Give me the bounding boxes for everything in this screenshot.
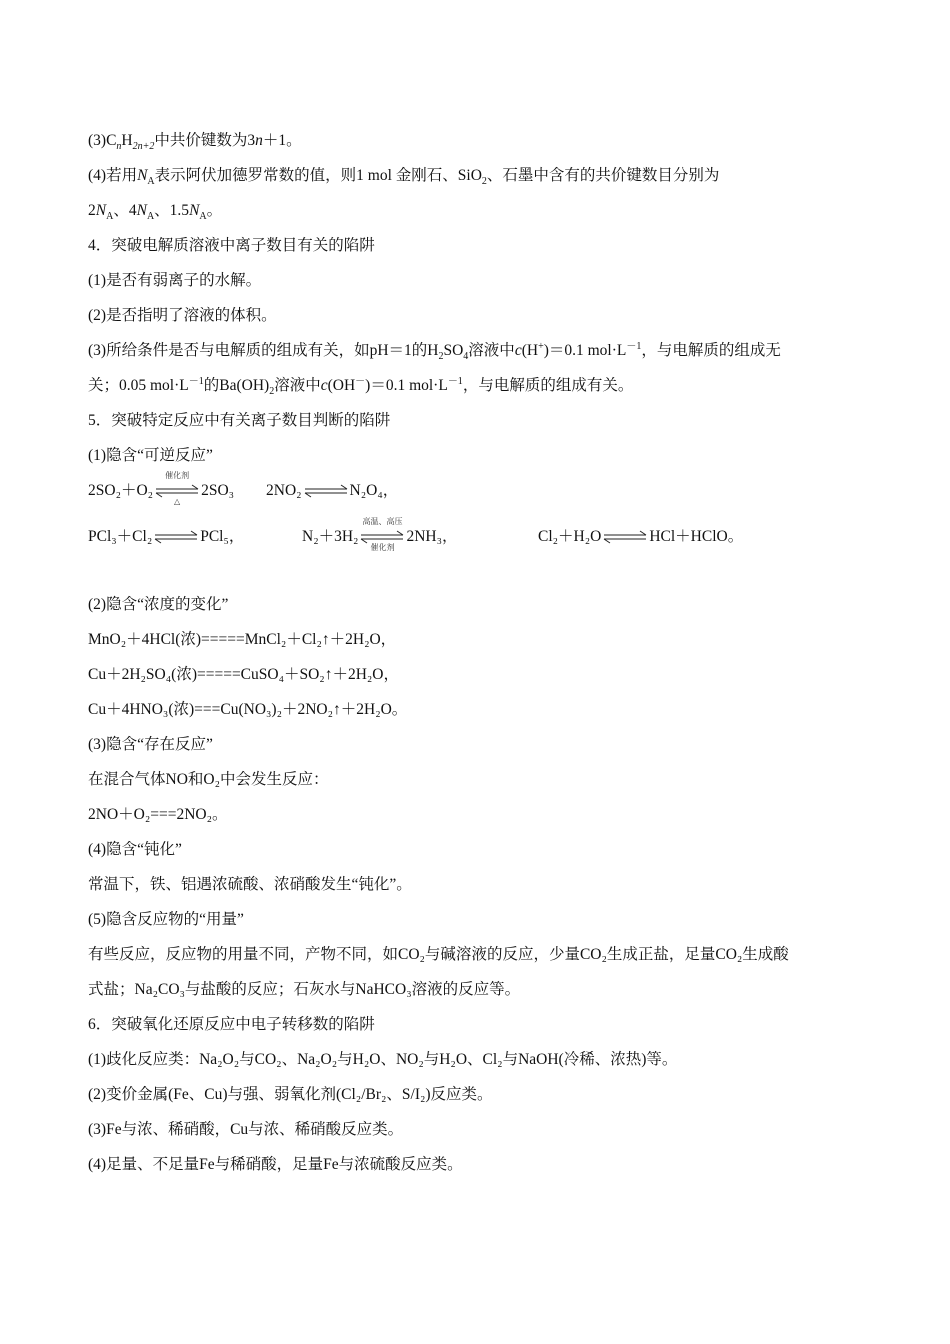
para-4-1: (1)是否有弱离子的水解。 <box>88 272 262 289</box>
para-4-2: (2)是否指明了溶液的体积。 <box>88 307 277 324</box>
para-cnh2n2: $(3)C_nH_{2n+2}$中共价键数为3n＋1。 <box>88 132 302 153</box>
reaction-mno2: MnO₂＋4HCl(浓)=====MnCl₂＋Cl₂↑＋2H₂O， <box>88 631 397 648</box>
para-5-5a: 有些反应，反应物的用量不同，产物不同，如CO₂与碱溶液的反应，少量CO₂生成正盐，足量CO₂生成酸 <box>88 946 789 963</box>
para-na-values: $2N_A$、$4N_A$、$1.5N_A$。 <box>88 202 223 223</box>
reversible-arrow-icon: 催化剂 △ <box>154 484 200 498</box>
para-5-5b: 式盐；Na₂CO₃与盐酸的反应；石灰水与NaHCO₃溶液的反应等。 <box>88 981 521 998</box>
equation-n2: N₂＋3H₂ 高温、高压 催化剂 2NH₃， <box>302 517 458 553</box>
equation-row-1 <box>88 473 868 508</box>
reversible-arrow-icon <box>602 530 648 544</box>
reversible-arrow-icon <box>303 484 349 498</box>
equation-row-2 <box>88 508 868 565</box>
para-4-4: 关；0.05 $mol\cdot L^{-1}$的$Ba(OH)_2$溶液中c(OH－)＝0.1 $mol\cdot L^{-1}$，与电解质的组成有关。 <box>88 375 634 398</box>
para-6-2: (2)变价金属(Fe、Cu)与强、弱氧化剂(Cl₂/Br₂、S/I₂)反应类。 <box>88 1086 493 1103</box>
equation-no2: 2NO₂ N₂O₄， <box>266 482 399 499</box>
reversible-arrow-icon: 高温、高压 催化剂 <box>362 517 403 553</box>
para-5-2: (2)隐含“浓度的变化” <box>88 596 229 613</box>
reaction-cu-h2so4: Cu＋2H₂SO₄(浓)=====CuSO₄＋SO₂↑＋2H₂O， <box>88 666 399 683</box>
heading-4: 4．突破电解质溶液中离子数目有关的陷阱 <box>88 237 375 254</box>
para-5-1: (1)隐含“可逆反应” <box>88 447 213 464</box>
reaction-no-o2: 2NO＋O₂===2NO₂。 <box>88 806 228 823</box>
para-na-bonds: (4)若用$N_A$表示阿伏加德罗常数的值，则1 mol 金刚石、SiO$_2$、石墨中含有的共价键数目分别为 <box>88 167 720 188</box>
equation-so2: 2SO₂＋O₂ 催化剂 △ 2SO₃ <box>88 471 235 507</box>
para-6-1: (1)歧化反应类：Na₂O₂与CO₂、Na₂O₂与H₂O、NO₂与H₂O、Cl₂与NaOH(冷稀、浓热)等。 <box>88 1051 678 1068</box>
para-6-3: (3)Fe与浓、稀硝酸，Cu与浓、稀硝酸反应类。 <box>88 1121 404 1138</box>
para-5-5: (5)隐含反应物的“用量” <box>88 911 244 928</box>
heading-6: 6．突破氧化还原反应中电子转移数的陷阱 <box>88 1016 375 1033</box>
equation-pcl3: PCl₃＋Cl₂ PCl₅， <box>88 528 245 545</box>
para-5-4a: 常温下，铁、铝遇浓硫酸、浓硝酸发生“钝化”。 <box>88 876 412 893</box>
reversible-arrow-icon <box>153 530 199 544</box>
heading-5: 5．突破特定反应中有关离子数目判断的陷阱 <box>88 412 391 429</box>
para-4-3: (3)所给条件是否与电解质的组成有关，如pH＝1的$H_2SO_4$溶液中c(H+)＝0.1 $mol\cdot L^{-1}$，与电解质的组成无 <box>88 340 781 363</box>
para-5-4: (4)隐含“钝化” <box>88 841 182 858</box>
para-6-4: (4)足量、不足量Fe与稀硝酸，足量Fe与浓硫酸反应类。 <box>88 1156 463 1173</box>
equation-cl2: Cl₂＋H₂O HCl＋HClO。 <box>538 528 744 545</box>
para-5-3a: 在混合气体NO和O₂中会发生反应： <box>88 771 329 788</box>
reaction-cu-hno3: Cu＋4HNO₃(浓)===Cu(NO₃)₂＋2NO₂↑＋2H₂O。 <box>88 701 408 718</box>
document-body <box>88 123 868 1182</box>
para-5-3: (3)隐含“存在反应” <box>88 736 213 753</box>
